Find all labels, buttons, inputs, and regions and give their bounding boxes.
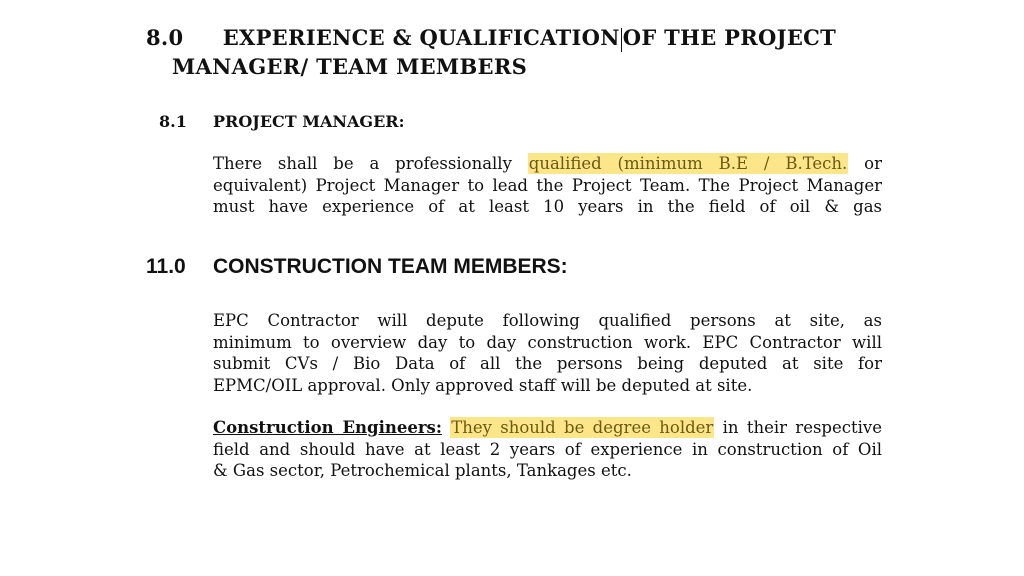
ct-line-4: EPMC/OIL approval. Only approved staff will be deputed at site.: [213, 376, 753, 396]
highlighted-degree-requirement: They should be degree holder: [451, 418, 714, 437]
section-8-title-part2: OF THE PROJECT: [622, 25, 837, 50]
section-8-heading: [146, 23, 836, 52]
construction-team-paragraph: [213, 310, 882, 397]
ce-line-1-post: in their respective: [714, 418, 882, 437]
ce-line-3: & Gas sector, Petrochemical plants, Tankages etc.: [213, 461, 632, 481]
ct-line-3: submit CVs / Bio Data of all the persons being deputed at site for: [213, 354, 882, 374]
construction-engineers-paragraph: [213, 417, 882, 482]
pm-line-3: must have experience of at least 10 years in the field of oil & gas: [213, 197, 882, 217]
section-11-number: 11.0: [146, 255, 186, 278]
pm-line-2: equivalent) Project Manager to lead the Project Team. The Project Manager: [213, 175, 882, 195]
text-cursor: [621, 28, 622, 52]
ct-line-1: EPC Contractor will depute following qualified persons at site, as: [213, 311, 882, 330]
pm-line-1: [213, 153, 882, 175]
section-8-1-title: PROJECT MANAGER:: [213, 112, 405, 131]
pm-line-1-post: or: [848, 154, 882, 173]
section-11-title: CONSTRUCTION TEAM MEMBERS:: [213, 255, 568, 278]
ct-line-2: minimum to overview day to day construction work. EPC Contractor will: [213, 332, 882, 352]
highlighted-qualification: qualified (minimum B.E / B.Tech.: [528, 154, 848, 173]
section-8-heading-line2: MANAGER/ TEAM MEMBERS: [172, 54, 528, 79]
section-8-1-number: 8.1: [159, 112, 187, 131]
ce-line-1: [213, 417, 882, 439]
pm-line-1-text: There shall be a professionally: [213, 154, 528, 173]
project-manager-paragraph: [213, 153, 882, 217]
ce-line-2: field and should have at least 2 years of experience in construction of Oil: [213, 439, 882, 459]
section-8-title-part1: EXPERIENCE & QUALIFICATION: [222, 25, 620, 50]
section-8-number: 8.0: [146, 25, 184, 50]
construction-engineers-label: Construction Engineers:: [213, 418, 442, 437]
